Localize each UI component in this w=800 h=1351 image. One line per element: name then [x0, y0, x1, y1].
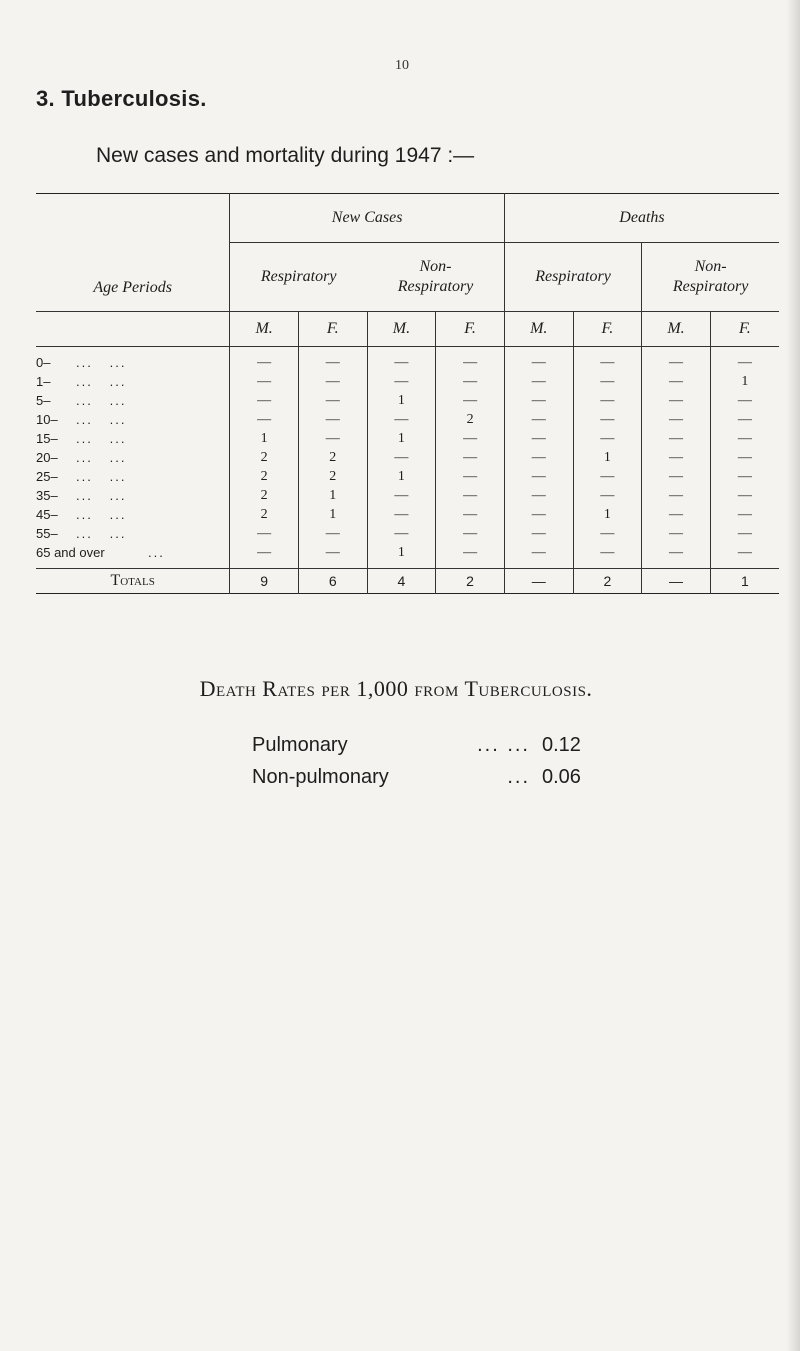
totals-label: Totals — [36, 569, 230, 594]
leader-dots: ... ... — [76, 488, 127, 503]
header-blank — [36, 312, 230, 347]
value-cell: — — [298, 372, 367, 391]
age-label: 10– — [36, 412, 58, 427]
leader-dots: ... ... — [76, 393, 127, 408]
header-f: F. — [573, 312, 642, 347]
rate-value: 0.06 — [542, 766, 581, 788]
value-cell: — — [367, 372, 436, 391]
totals-cell: 2 — [436, 569, 505, 594]
value-cell: — — [298, 391, 367, 410]
leader-dots: ... ... — [76, 374, 127, 389]
leader-dots: ... ... — [76, 431, 127, 446]
totals-row — [36, 569, 779, 594]
value-cell: — — [642, 448, 711, 467]
table-body — [36, 347, 779, 569]
value-cell: — — [504, 372, 573, 391]
value-cell: — — [504, 467, 573, 486]
age-period-cell — [36, 524, 230, 543]
value-cell: — — [504, 410, 573, 429]
value-cell: — — [642, 543, 711, 569]
value-cell: — — [436, 372, 505, 391]
table-row — [36, 543, 779, 569]
value-cell: — — [367, 347, 436, 373]
value-cell: — — [710, 429, 779, 448]
page-edge-shadow — [786, 0, 800, 1351]
leader-dots: ... — [148, 545, 165, 560]
value-cell: — — [504, 524, 573, 543]
value-cell: — — [230, 410, 299, 429]
value-cell: — — [298, 347, 367, 373]
value-cell: 2 — [230, 486, 299, 505]
value-cell: 2 — [298, 467, 367, 486]
value-cell: 1 — [710, 372, 779, 391]
leader-dots: ... ... — [76, 450, 127, 465]
value-cell: — — [436, 391, 505, 410]
age-label: 1– — [36, 374, 51, 389]
header-f: F. — [298, 312, 367, 347]
value-cell: — — [436, 347, 505, 373]
value-cell: 1 — [367, 543, 436, 569]
value-cell: — — [642, 486, 711, 505]
header-m: M. — [504, 312, 573, 347]
value-cell: — — [298, 543, 367, 569]
table-row — [36, 347, 779, 373]
value-cell: — — [436, 524, 505, 543]
value-cell: — — [504, 347, 573, 373]
value-cell: — — [642, 524, 711, 543]
age-period-cell — [36, 410, 230, 429]
header-d-non-respiratory: Non- Respiratory — [642, 243, 779, 312]
value-cell: 1 — [230, 429, 299, 448]
age-period-cell — [36, 486, 230, 505]
totals-cell: — — [504, 569, 573, 594]
value-cell: — — [642, 410, 711, 429]
rate-value: 0.12 — [542, 734, 581, 756]
header-m: M. — [230, 312, 299, 347]
value-cell: — — [436, 505, 505, 524]
value-cell: — — [573, 543, 642, 569]
value-cell: — — [298, 524, 367, 543]
header-new-cases: New Cases — [230, 194, 505, 243]
value-cell: — — [573, 486, 642, 505]
rate-label: Non-pulmonary — [252, 766, 389, 788]
value-cell: — — [367, 410, 436, 429]
age-label: 45– — [36, 507, 58, 522]
age-label: 25– — [36, 469, 58, 484]
value-cell: 2 — [436, 410, 505, 429]
header-nc-non-respiratory: Non- Respiratory — [367, 243, 504, 312]
table-caption: New cases and mortality during 1947 :— — [96, 144, 475, 167]
leader-dots: ... ... — [76, 526, 127, 541]
age-label: 65 and over — [36, 545, 105, 560]
value-cell: 1 — [367, 467, 436, 486]
death-rates-title: Death Rates per 1,000 from Tuberculosis. — [199, 676, 593, 701]
value-cell: 2 — [298, 448, 367, 467]
value-cell: — — [230, 543, 299, 569]
table-row — [36, 524, 779, 543]
table-row — [36, 448, 779, 467]
table-row — [36, 505, 779, 524]
value-cell: 1 — [298, 486, 367, 505]
value-cell: — — [642, 467, 711, 486]
header-m: M. — [642, 312, 711, 347]
leader-dots: ... ... — [76, 507, 127, 522]
page-number: 10 — [395, 58, 409, 73]
totals-cell: 6 — [298, 569, 367, 594]
value-cell: — — [504, 429, 573, 448]
value-cell: — — [710, 391, 779, 410]
header-f: F. — [436, 312, 505, 347]
header-deaths: Deaths — [504, 194, 779, 243]
age-label: 35– — [36, 488, 58, 503]
value-cell: — — [230, 372, 299, 391]
value-cell: — — [504, 391, 573, 410]
table-row — [36, 467, 779, 486]
value-cell: — — [504, 505, 573, 524]
age-label: 55– — [36, 526, 58, 541]
tuberculosis-table — [36, 193, 779, 594]
age-period-cell — [36, 505, 230, 524]
table-row — [36, 410, 779, 429]
age-label: 20– — [36, 450, 58, 465]
value-cell: 2 — [230, 467, 299, 486]
age-period-cell — [36, 448, 230, 467]
value-cell: — — [367, 505, 436, 524]
age-period-cell — [36, 467, 230, 486]
value-cell: — — [642, 372, 711, 391]
value-cell: — — [710, 448, 779, 467]
leader-dots: ... ... — [477, 734, 530, 756]
table-row — [36, 372, 779, 391]
rate-row-pulmonary — [252, 734, 581, 757]
age-label: 0– — [36, 355, 51, 370]
age-period-cell — [36, 372, 230, 391]
age-period-cell — [36, 543, 230, 569]
value-cell: 1 — [573, 448, 642, 467]
value-cell: — — [436, 429, 505, 448]
value-cell: — — [642, 391, 711, 410]
value-cell: — — [710, 347, 779, 373]
value-cell: — — [230, 524, 299, 543]
value-cell: — — [642, 347, 711, 373]
value-cell: — — [642, 429, 711, 448]
totals-cell: 9 — [230, 569, 299, 594]
rate-row-non-pulmonary — [252, 766, 581, 789]
value-cell: — — [367, 524, 436, 543]
value-cell: — — [504, 448, 573, 467]
value-cell: — — [367, 448, 436, 467]
value-cell: — — [573, 524, 642, 543]
value-cell: — — [504, 543, 573, 569]
rate-label: Pulmonary — [252, 734, 348, 756]
value-cell: 1 — [573, 505, 642, 524]
header-m: M. — [367, 312, 436, 347]
leader-dots: ... — [507, 766, 530, 788]
value-cell: — — [573, 372, 642, 391]
header-age-periods: Age Periods — [93, 279, 172, 296]
value-cell: — — [710, 524, 779, 543]
table-row — [36, 429, 779, 448]
totals-cell: 2 — [573, 569, 642, 594]
totals-cell: 1 — [710, 569, 779, 594]
table-row — [36, 486, 779, 505]
value-cell: — — [230, 347, 299, 373]
age-label: 5– — [36, 393, 51, 408]
age-period-cell — [36, 391, 230, 410]
value-cell: — — [710, 467, 779, 486]
value-cell: — — [710, 486, 779, 505]
value-cell: — — [436, 467, 505, 486]
value-cell: — — [298, 429, 367, 448]
age-period-cell — [36, 347, 230, 373]
value-cell: 1 — [367, 391, 436, 410]
value-cell: — — [230, 391, 299, 410]
value-cell: — — [573, 467, 642, 486]
value-cell: — — [573, 347, 642, 373]
value-cell: 1 — [367, 429, 436, 448]
value-cell: — — [573, 391, 642, 410]
value-cell: — — [436, 448, 505, 467]
totals-cell: — — [642, 569, 711, 594]
age-period-cell — [36, 429, 230, 448]
value-cell: 1 — [298, 505, 367, 524]
value-cell: — — [367, 486, 436, 505]
value-cell: — — [436, 486, 505, 505]
value-cell: — — [573, 429, 642, 448]
value-cell: — — [710, 410, 779, 429]
table-row — [36, 391, 779, 410]
value-cell: — — [710, 543, 779, 569]
value-cell: — — [573, 410, 642, 429]
value-cell: — — [298, 410, 367, 429]
leader-dots: ... ... — [76, 355, 127, 370]
header-d-respiratory: Respiratory — [504, 243, 641, 312]
header-f: F. — [710, 312, 779, 347]
value-cell: — — [642, 505, 711, 524]
leader-dots: ... ... — [76, 412, 127, 427]
value-cell: — — [710, 505, 779, 524]
age-label: 15– — [36, 431, 58, 446]
value-cell: 2 — [230, 448, 299, 467]
totals-cell: 4 — [367, 569, 436, 594]
value-cell: — — [504, 486, 573, 505]
section-title: 3. Tuberculosis. — [36, 86, 207, 111]
value-cell: 2 — [230, 505, 299, 524]
value-cell: — — [436, 543, 505, 569]
leader-dots: ... ... — [76, 469, 127, 484]
header-nc-respiratory: Respiratory — [230, 243, 367, 312]
